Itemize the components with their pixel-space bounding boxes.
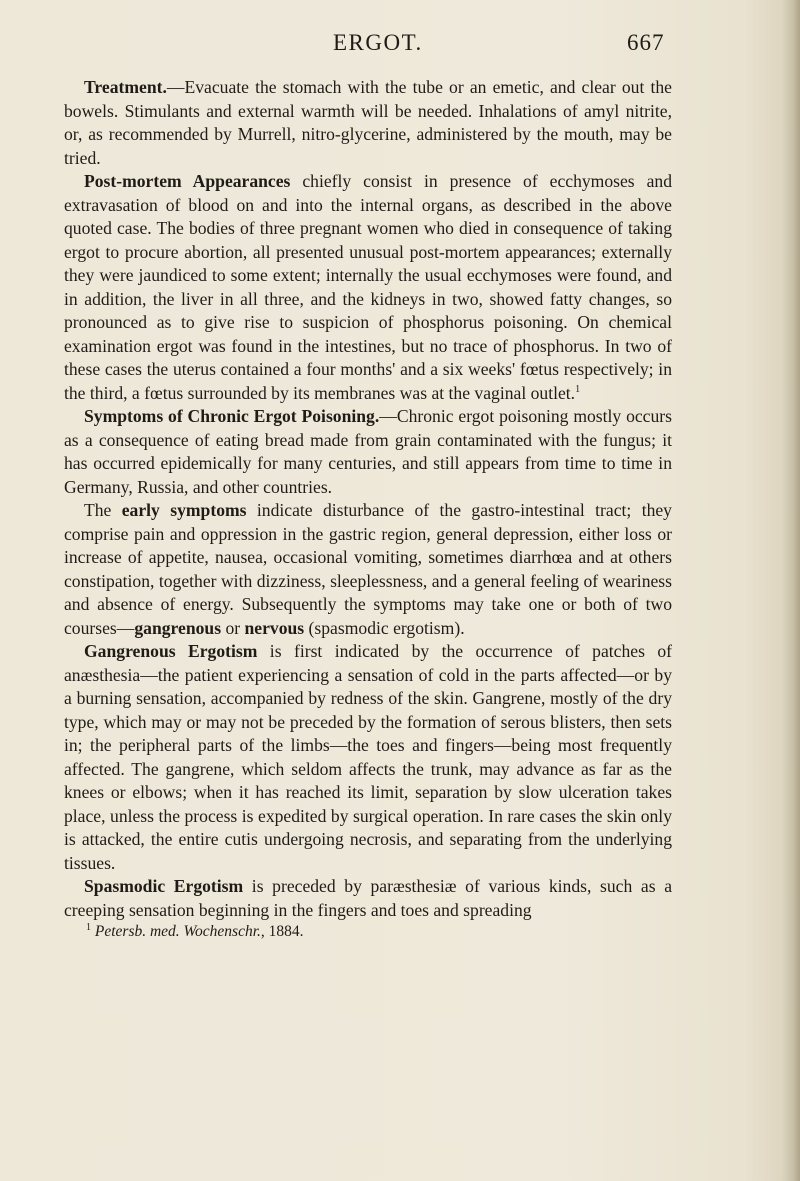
running-head: ERGOT.	[333, 30, 423, 55]
paragraph-treatment	[64, 76, 672, 170]
page-number: 667	[627, 30, 665, 55]
heading-post-mortem: Post-mortem Appearances	[84, 171, 291, 191]
heading-spasmodic-ergotism: Spasmodic Ergotism	[84, 876, 244, 896]
paragraph-chronic-symptoms	[64, 405, 672, 499]
paragraph-text: —Evacuate the stomach with the tube or an emetic, and clear out the bowels. Stimulants and external warmth will be needed. Inhalations of amyl nitrite, or, as recommended by Murrell, nitro-glycerine, administered by the mouth, may be tried.	[64, 77, 672, 168]
term-gangrenous: gangrenous	[134, 617, 222, 638]
paragraph-text: is first indicated by the occurrence of patches of anæsthesia—the patient experiencing a sensation of cold in the parts affected—or by a burning sensation, accompanied by redness of the skin. Gangrene, mostly of the dry type, which may or may not be preceded by the formation of serous blisters, then sets in; the peripheral parts of the limbs—the toes and fingers—being most frequently affected. The gangrene, which seldom affects the trunk, may advance as far as the knees or elbows; when it has reached its limit, separation by slow ulceration takes place, unless the process is expedited by surgical operation. In rare cases the skin only is attacked, the entire cutis undergoing necrosis, and separating from the underlying tissues.	[64, 641, 672, 873]
term-nervous: nervous	[244, 617, 305, 638]
heading-treatment: Treatment.	[84, 77, 167, 97]
paragraph-text: —Chronic ergot poisoning mostly occurs as a consequence of eating bread made from grain contaminated with the fungus; it has occurred epidemically for many centuries, and still appears from time to time in Germany, Russia, and other countries.	[64, 406, 672, 497]
paragraph-gangrenous-ergotism	[64, 640, 672, 875]
paragraph-text: chiefly consist in presence of ecchymoses and extravasation of blood on and into the internal organs, as described in the above quoted case. The bodies of three pregnant women who died in consequence of taking ergot to procure abortion, all presented unusual post-mortem appearances; externally they were jaundiced to some extent; internally the usual ecchymoses were found, and in addition, the liver in all three, and the kidneys in two, showed fatty changes, so pronounced as to give rise to suspicion of phosphorus poisoning. On chemical examination ergot was found in the intestines, but no trace of phosphorus. In two of these cases the uterus contained a four months' and a six weeks' fœtus respectively; in the third, a fœtus surrounded by its membranes was at the vaginal outlet.	[64, 171, 672, 403]
footnote-source: Petersb. med. Wochenschr.	[94, 923, 261, 940]
paragraph-spasmodic-ergotism	[64, 875, 672, 922]
footnote-rest: , 1884.	[260, 923, 304, 940]
heading-early-symptoms: early symptoms	[121, 500, 247, 520]
heading-gangrenous-ergotism: Gangrenous Ergotism	[84, 641, 258, 661]
paragraph-lead: The	[84, 500, 122, 520]
page-header	[0, 30, 800, 60]
paragraph-early-symptoms	[64, 499, 672, 640]
page-edge-shadow	[782, 0, 800, 1181]
paragraph-text: is preceded by paræsthesiæ of various kinds, such as a creeping sensation beginning in the fingers and toes and spreading	[64, 876, 672, 920]
footnote-mark: 1	[86, 921, 91, 933]
paragraph-text: indicate disturbance of the gastro-intestinal tract; they comprise pain and oppression in the gastric region, general depression, either loss or increase of appetite, nausea, occasional vomiting, sometimes diarrhœa and at others constipation, together with dizziness, sleeplessness, and a general feeling of weariness and absence of energy. Subsequently the symptoms may take one or both of two courses—	[64, 500, 672, 638]
paragraph-text: (spasmodic ergotism).	[304, 617, 465, 638]
body-text	[64, 76, 672, 941]
footnote	[64, 923, 672, 941]
footnote-reference: 1	[575, 383, 581, 395]
heading-chronic-symptoms: Symptoms of Chronic Ergot Poisoning.	[84, 406, 380, 426]
paragraph-text: or	[221, 617, 245, 638]
paragraph-post-mortem	[64, 170, 672, 405]
